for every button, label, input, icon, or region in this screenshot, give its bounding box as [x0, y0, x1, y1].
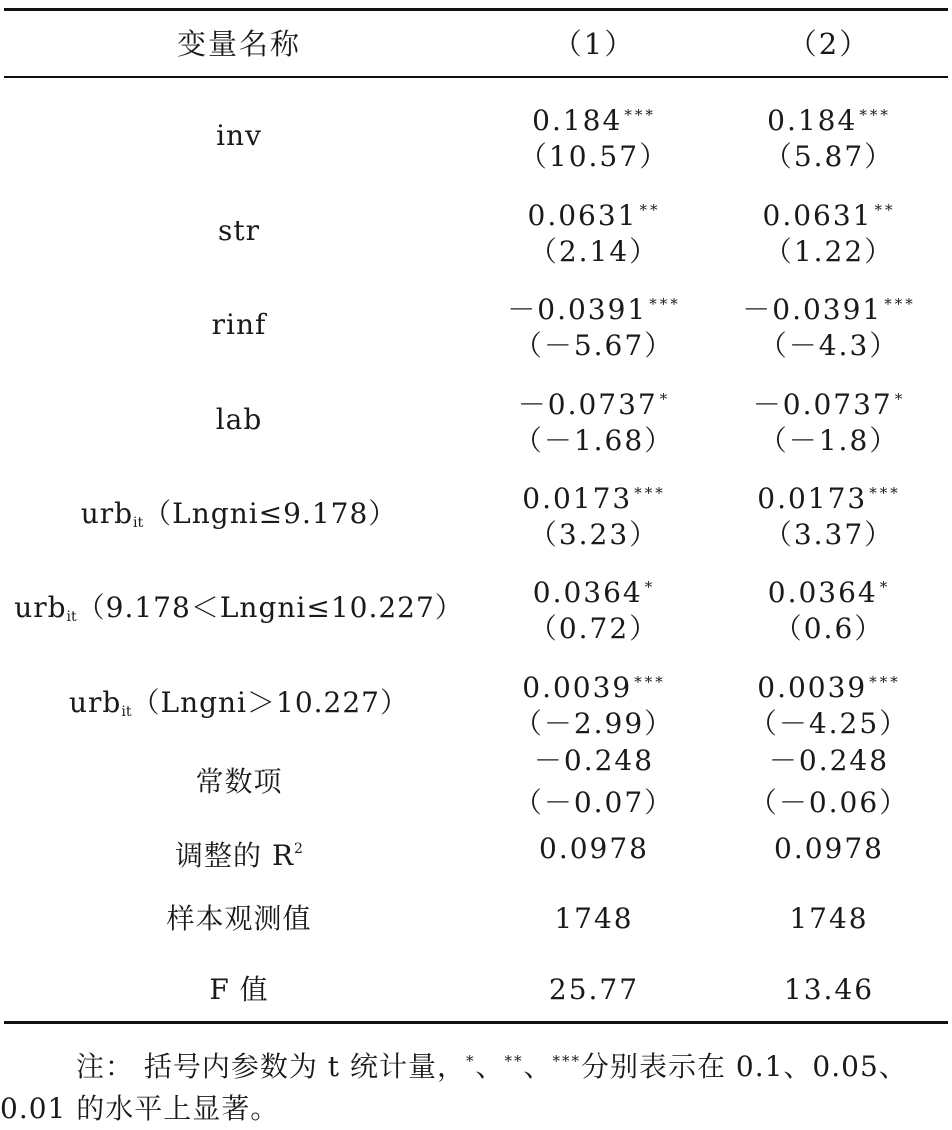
coefficient-c2 — [719, 661, 939, 703]
coefficient-c1 — [484, 740, 704, 782]
coefficient-c2 — [719, 566, 939, 608]
coefficient-value: －0.0391 — [507, 293, 648, 326]
coefficient-c1 — [484, 189, 704, 231]
coefficient-value: 0.0039 — [522, 671, 633, 704]
coefficient-value: 0.0364 — [767, 576, 878, 609]
variable-label — [4, 94, 474, 178]
coefficient-value: －0.0737 — [752, 388, 893, 421]
coefficient-c1 — [484, 472, 704, 514]
top-rule — [4, 8, 948, 11]
t-statistic-c1: （－5.67） — [513, 329, 675, 362]
t-statistic-c2: （－4.25） — [748, 707, 910, 740]
variable-label — [4, 472, 474, 556]
variable-label — [4, 566, 474, 650]
variable-name: 常数项 — [195, 765, 283, 798]
header-col2: （2） — [787, 27, 871, 61]
variable-name: urb — [69, 686, 122, 719]
coefficient-value: －0.248 — [533, 744, 655, 777]
variable-condition: （9.178＜Lngni≤10.227） — [76, 591, 464, 624]
stat-value-c1: 1748 — [554, 902, 634, 935]
t-statistic-c2: （3.37） — [763, 518, 895, 551]
significance-stars: * — [659, 390, 671, 408]
coefficient-value: 0.0173 — [522, 482, 633, 515]
bottom-rule — [4, 1021, 948, 1024]
variable-label — [4, 189, 474, 273]
coefficient-c2 — [719, 283, 939, 325]
note-stars-3: *** — [552, 1052, 581, 1070]
significance-stars: * — [894, 390, 906, 408]
coefficient-c1 — [484, 378, 704, 420]
coefficient-value: 0.0631 — [762, 199, 873, 232]
note-prefix: 注： 括号内参数为 t 统计量， — [76, 1050, 466, 1083]
t-statistic-c2: （1.22） — [763, 235, 895, 268]
coefficient-c2 — [719, 378, 939, 420]
stat-name: F 值 — [209, 973, 269, 1006]
t-statistic-c1: （－1.68） — [513, 424, 675, 457]
variable-label — [4, 378, 474, 462]
coefficient-value: 0.184 — [767, 104, 858, 137]
coefficient-value: 0.0173 — [757, 482, 868, 515]
significance-stars: ** — [874, 201, 896, 219]
significance-stars: *** — [884, 295, 916, 313]
variable-name: urb — [14, 591, 67, 624]
variable-condition: （Lngni≤9.178） — [143, 497, 398, 530]
variable-label — [4, 661, 474, 745]
table-note — [0, 1040, 952, 1130]
significance-stars: *** — [649, 295, 681, 313]
header-rule — [4, 76, 948, 78]
significance-stars: *** — [859, 106, 891, 124]
stat-value-c2: 13.46 — [783, 973, 875, 1006]
variable-label — [4, 740, 474, 824]
variable-name: inv — [216, 119, 262, 152]
stat-superscript: 2 — [294, 841, 303, 857]
coefficient-value: －0.0737 — [517, 388, 658, 421]
t-statistic-c2: （0.6） — [773, 612, 885, 645]
variable-name: lab — [215, 403, 263, 436]
coefficient-c2 — [719, 472, 939, 514]
t-statistic-c1: （－2.99） — [513, 707, 675, 740]
note-sep-1: 、 — [475, 1050, 505, 1083]
note-stars-1: * — [465, 1052, 476, 1070]
stat-label — [4, 827, 474, 871]
t-statistic-c2: （－0.06） — [748, 786, 910, 819]
coefficient-c1 — [484, 283, 704, 325]
significance-stars: * — [644, 578, 656, 596]
stat-name: 调整的 R — [175, 839, 295, 872]
note-suffix: 分别表示在 0.1、0.05、0.01 的水平上显著。 — [0, 1050, 908, 1125]
stat-value-c2: 1748 — [789, 902, 869, 935]
coefficient-value: 0.0039 — [757, 671, 868, 704]
stat-value-c1: 25.77 — [548, 973, 640, 1006]
variable-subscript: it — [121, 704, 132, 720]
significance-stars: *** — [869, 673, 901, 691]
coefficient-c1 — [484, 566, 704, 608]
coefficient-value: －0.0391 — [742, 293, 883, 326]
t-statistic-c1: （3.23） — [528, 518, 660, 551]
header-col1: （1） — [552, 27, 636, 61]
significance-stars: * — [879, 578, 891, 596]
significance-stars: *** — [634, 484, 666, 502]
t-statistic-c1: （10.57） — [518, 140, 670, 173]
stat-value-c1: 0.0978 — [539, 832, 649, 865]
coefficient-c2 — [719, 189, 939, 231]
coefficient-value: 0.0364 — [532, 576, 643, 609]
note-stars-2: ** — [504, 1052, 524, 1070]
variable-label — [4, 283, 474, 367]
variable-name: urb — [80, 497, 134, 530]
coefficient-c2 — [719, 94, 939, 136]
t-statistic-c1: （－0.07） — [513, 786, 675, 819]
stat-name: 样本观测值 — [166, 902, 312, 935]
note-sep-2: 、 — [523, 1050, 553, 1083]
significance-stars: *** — [634, 673, 666, 691]
significance-stars: *** — [624, 106, 656, 124]
coefficient-value: 0.184 — [532, 104, 623, 137]
stat-value-c2: 0.0978 — [774, 832, 884, 865]
t-statistic-c1: （0.72） — [528, 612, 660, 645]
coefficient-value: －0.248 — [768, 744, 890, 777]
variable-subscript: it — [133, 515, 144, 531]
variable-name: str — [217, 214, 260, 247]
coefficient-value: 0.0631 — [527, 199, 638, 232]
coefficient-c1 — [484, 94, 704, 136]
stat-label — [4, 968, 474, 1012]
t-statistic-c2: （5.87） — [763, 140, 895, 173]
coefficient-c2 — [719, 740, 939, 782]
significance-stars: ** — [639, 201, 661, 219]
variable-subscript: it — [66, 609, 77, 625]
header-variable: 变量名称 — [176, 27, 301, 61]
significance-stars: *** — [869, 484, 901, 502]
t-statistic-c2: （－1.8） — [758, 424, 900, 457]
variable-name: rinf — [211, 308, 267, 341]
t-statistic-c2: （－4.3） — [758, 329, 900, 362]
coefficient-c1 — [484, 661, 704, 703]
t-statistic-c1: （2.14） — [528, 235, 660, 268]
variable-condition: （Lngni＞10.227） — [131, 686, 409, 719]
stat-label — [4, 897, 474, 941]
